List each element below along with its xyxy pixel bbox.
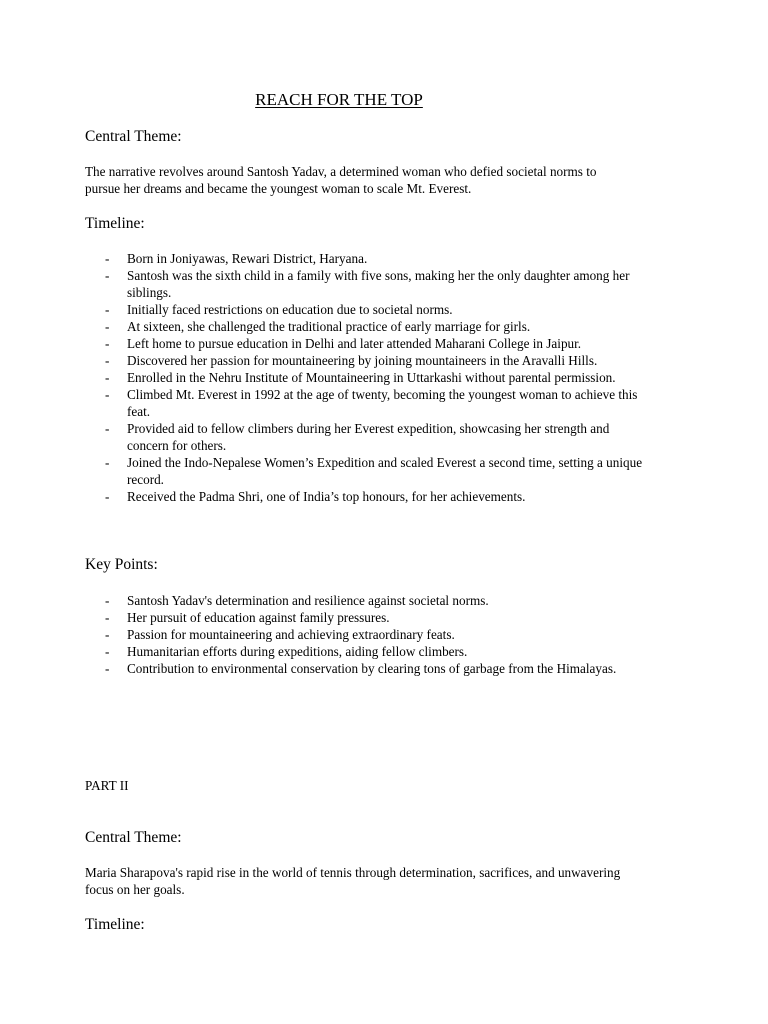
list-item-text: Climbed Mt. Everest in 1992 at the age of twenty, becoming the youngest woman to achieve this feat.: [127, 387, 638, 419]
timeline-heading: Timeline:: [85, 215, 145, 232]
bullet-dash: -: [105, 421, 110, 436]
bullet-dash: -: [105, 336, 110, 351]
bullet-dash: -: [105, 455, 110, 470]
list-item-text: Santosh was the sixth child in a family with five sons, making her the only daughter among her siblings.: [127, 268, 630, 300]
list-item: [85, 386, 645, 420]
list-item: [85, 250, 645, 267]
list-item-text: Discovered her passion for mountaineering by joining mountaineers in the Aravalli Hills.: [127, 353, 598, 368]
list-item: [85, 335, 645, 352]
list-item: [85, 488, 645, 505]
bullet-dash: -: [105, 268, 110, 283]
key-points-heading: Key Points:: [85, 556, 158, 573]
key-points-list: [85, 592, 645, 677]
bullet-dash: -: [105, 319, 110, 334]
list-item: [85, 267, 645, 301]
list-item: [85, 301, 645, 318]
list-item: [85, 352, 645, 369]
bullet-dash: -: [105, 489, 110, 504]
part-ii-timeline-heading: Timeline:: [85, 916, 145, 933]
part-ii-label: PART II: [85, 778, 129, 793]
list-item: [85, 592, 645, 609]
list-item: [85, 420, 645, 454]
bullet-dash: -: [105, 661, 110, 676]
document-title: REACH FOR THE TOP: [255, 90, 423, 109]
list-item-text: Humanitarian efforts during expeditions, aiding fellow climbers.: [127, 644, 468, 659]
bullet-dash: -: [105, 370, 110, 385]
list-item-text: Received the Padma Shri, one of India’s top honours, for her achievements.: [127, 489, 526, 504]
central-theme-text: The narrative revolves around Santosh Yadav, a determined woman who defied societal norms to pursue her dreams and became the youngest woman to scale Mt. Everest.: [85, 164, 597, 196]
list-item-text: Contribution to environmental conservation by clearing tons of garbage from the Himalayas.: [127, 661, 617, 676]
part-ii-central-theme-text: Maria Sharapova's rapid rise in the world of tennis through determination, sacrifices, and unwavering focus on her goals.: [85, 865, 621, 897]
list-item: [85, 660, 645, 677]
list-item-text: Her pursuit of education against family pressures.: [127, 610, 390, 625]
list-item: [85, 609, 645, 626]
list-item-text: Joined the Indo-Nepalese Women’s Expedition and scaled Everest a second time, setting a unique record.: [127, 455, 643, 487]
part-ii-central-theme-heading: Central Theme:: [85, 829, 182, 846]
list-item-text: Provided aid to fellow climbers during her Everest expedition, showcasing her strength and concern for others.: [127, 421, 610, 453]
list-item-text: Passion for mountaineering and achieving extraordinary feats.: [127, 627, 455, 642]
list-item: [85, 643, 645, 660]
bullet-dash: -: [105, 251, 110, 266]
list-item: [85, 318, 645, 335]
timeline-list: [85, 250, 645, 505]
list-item-text: Left home to pursue education in Delhi and later attended Maharani College in Jaipur.: [127, 336, 582, 351]
central-theme-heading: Central Theme:: [85, 128, 182, 145]
bullet-dash: -: [105, 610, 110, 625]
list-item: [85, 369, 645, 386]
list-item-text: Santosh Yadav's determination and resilience against societal norms.: [127, 593, 489, 608]
list-item-text: Enrolled in the Nehru Institute of Mountaineering in Uttarkashi without parental permission.: [127, 370, 616, 385]
bullet-dash: -: [105, 387, 110, 402]
bullet-dash: -: [105, 302, 110, 317]
bullet-dash: -: [105, 353, 110, 368]
bullet-dash: -: [105, 627, 110, 642]
list-item: [85, 626, 645, 643]
bullet-dash: -: [105, 593, 110, 608]
list-item-text: Born in Joniyawas, Rewari District, Haryana.: [127, 251, 368, 266]
list-item-text: At sixteen, she challenged the traditional practice of early marriage for girls.: [127, 319, 531, 334]
bullet-dash: -: [105, 644, 110, 659]
list-item-text: Initially faced restrictions on education due to societal norms.: [127, 302, 453, 317]
list-item: [85, 454, 645, 488]
